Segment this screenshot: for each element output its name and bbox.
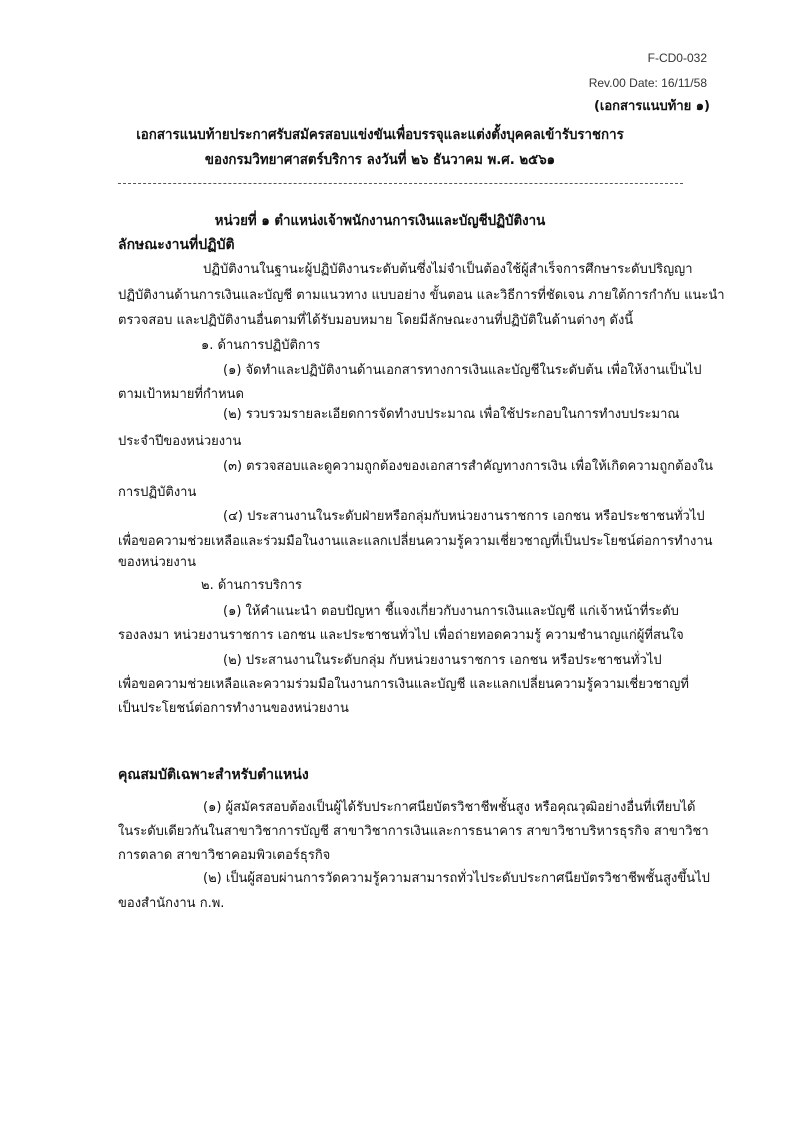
services-item-1-line-2: รองลงมา หน่วยงานราชการ เอกชน และประชาชนทั่วไป เพื่อถ่ายทอดความรู้ ความชำนาญแก่ผู้ที่สนใจ	[118, 628, 684, 643]
intro-line-3: ตรวจสอบ และปฏิบัติงานอื่นตามที่ได้รับมอบหมาย โดยมีลักษณะงานที่ปฏิบัติในด้านต่างๆ ดังนี้	[118, 313, 634, 328]
revision-date: Rev.00 Date: 16/11/58	[588, 76, 707, 90]
operations-item-1-line-2: ตามเป้าหมายที่กำหนด	[118, 387, 245, 402]
intro-line-1: ปฏิบัติงานในฐานะผู้ปฏิบัติงานระดับต้นซึ่งไม่จำเป็นต้องใช้ผู้สำเร็จการศึกษาระดับปริญญา	[203, 262, 693, 277]
operations-heading: ๑. ด้านการปฏิบัติการ	[201, 338, 321, 353]
form-code: F-CD0-032	[647, 51, 707, 65]
qualifications-item-1-line-2: ในระดับเดียวกันในสาขาวิชาการบัญชี สาขาวิชาการเงินและการธนาคาร สาขาวิชาบริหารธุรกิจ สาขาวิชา	[118, 824, 709, 839]
services-heading: ๒. ด้านการบริการ	[201, 578, 303, 593]
services-item-2-line-2: เพื่อขอความช่วยเหลือและความร่วมมือในงานการเงินและบัญชี และแลกเปลี่ยนความรู้ความเชี่ยวชาญที่	[118, 677, 689, 692]
qualifications-item-2-line-1: (๒) เป็นผู้สอบผ่านการวัดความรู้ความสามารถทั่วไประดับประกาศนียบัตรวิชาชีพชั้นสูงขึ้นไป	[203, 871, 710, 886]
operations-item-2-line-2: ประจำปีของหน่วยงาน	[118, 434, 242, 449]
operations-item-4-line-3: ของหน่วยงาน	[118, 555, 196, 570]
qualifications-heading: คุณสมบัติเฉพาะสำหรับตำแหน่ง	[118, 767, 309, 783]
operations-item-3-line-1: (๓) ตรวจสอบและดูความถูกต้องของเอกสารสำคัญทางการเงิน เพื่อให้เกิดความถูกต้องใน	[223, 459, 713, 474]
operations-item-2-line-1: (๒) รวบรวมรายละเอียดการจัดทำงบประมาณ เพื่อใช้ประกอบในการทำงบประมาณ	[223, 407, 680, 422]
operations-item-4-line-2: เพื่อขอความช่วยเหลือและร่วมมือในงานและแลกเปลี่ยนความรู้ความเชี่ยวชาญที่เป็นประโยชน์ต่อการทำงาน	[118, 534, 713, 549]
operations-item-4-line-1: (๔) ประสานงานในระดับฝ่ายหรือกลุ่มกับหน่วยงานราชการ เอกชน หรือประชาชนทั่วไป	[223, 509, 705, 524]
intro-line-2: ปฏิบัติงานด้านการเงินและบัญชี ตามแนวทาง แบบอย่าง ขั้นตอน และวิธีการที่ชัดเจน ภายใต้การกำกับ แนะนำ	[118, 288, 725, 303]
job-nature-heading: ลักษณะงานที่ปฏิบัติ	[118, 237, 235, 253]
qualifications-item-2-line-2: ของสำนักงาน ก.พ.	[118, 896, 225, 911]
title-line-2: ของกรมวิทยาศาสตร์บริการ ลงวันที่ ๒๖ ธันวาคม พ.ศ. ๒๕๖๑	[204, 152, 556, 168]
separator-line	[118, 183, 683, 184]
operations-item-1-line-1: (๑) จัดทำและปฏิบัติงานด้านเอกสารทางการเงินและบัญชีในระดับต้น เพื่อให้งานเป็นไป	[223, 363, 702, 378]
services-item-2-line-3: เป็นประโยชน์ต่อการทำงานของหน่วยงาน	[118, 701, 349, 716]
qualifications-item-1-line-1: (๑) ผู้สมัครสอบต้องเป็นผู้ได้รับประกาศนียบัตรวิชาชีพชั้นสูง หรือคุณวุฒิอย่างอื่นที่เทียบได้	[203, 800, 696, 815]
unit-heading: หน่วยที่ ๑ ตำแหน่งเจ้าพนักงานการเงินและบัญชีปฏิบัติงาน	[214, 213, 546, 229]
title-line-1: เอกสารแนบท้ายประกาศรับสมัครสอบแข่งขันเพื่อบรรจุและแต่งตั้งบุคคลเข้ารับราชการ	[136, 127, 624, 143]
attachment-label: (เอกสารแนบท้าย ๑)	[593, 99, 710, 114]
services-item-1-line-1: (๑) ให้คำแนะนำ ตอบปัญหา ชี้แจงเกี่ยวกับงานการเงินและบัญชี แก่เจ้าหน้าที่ระดับ	[223, 604, 679, 619]
services-item-2-line-1: (๒) ประสานงานในระดับกลุ่ม กับหน่วยงานราชการ เอกชน หรือประชาชนทั่วไป	[223, 653, 662, 668]
qualifications-item-1-line-3: การตลาด สาขาวิชาคอมพิวเตอร์ธุรกิจ	[118, 848, 331, 863]
operations-item-3-line-2: การปฏิบัติงาน	[118, 485, 197, 500]
